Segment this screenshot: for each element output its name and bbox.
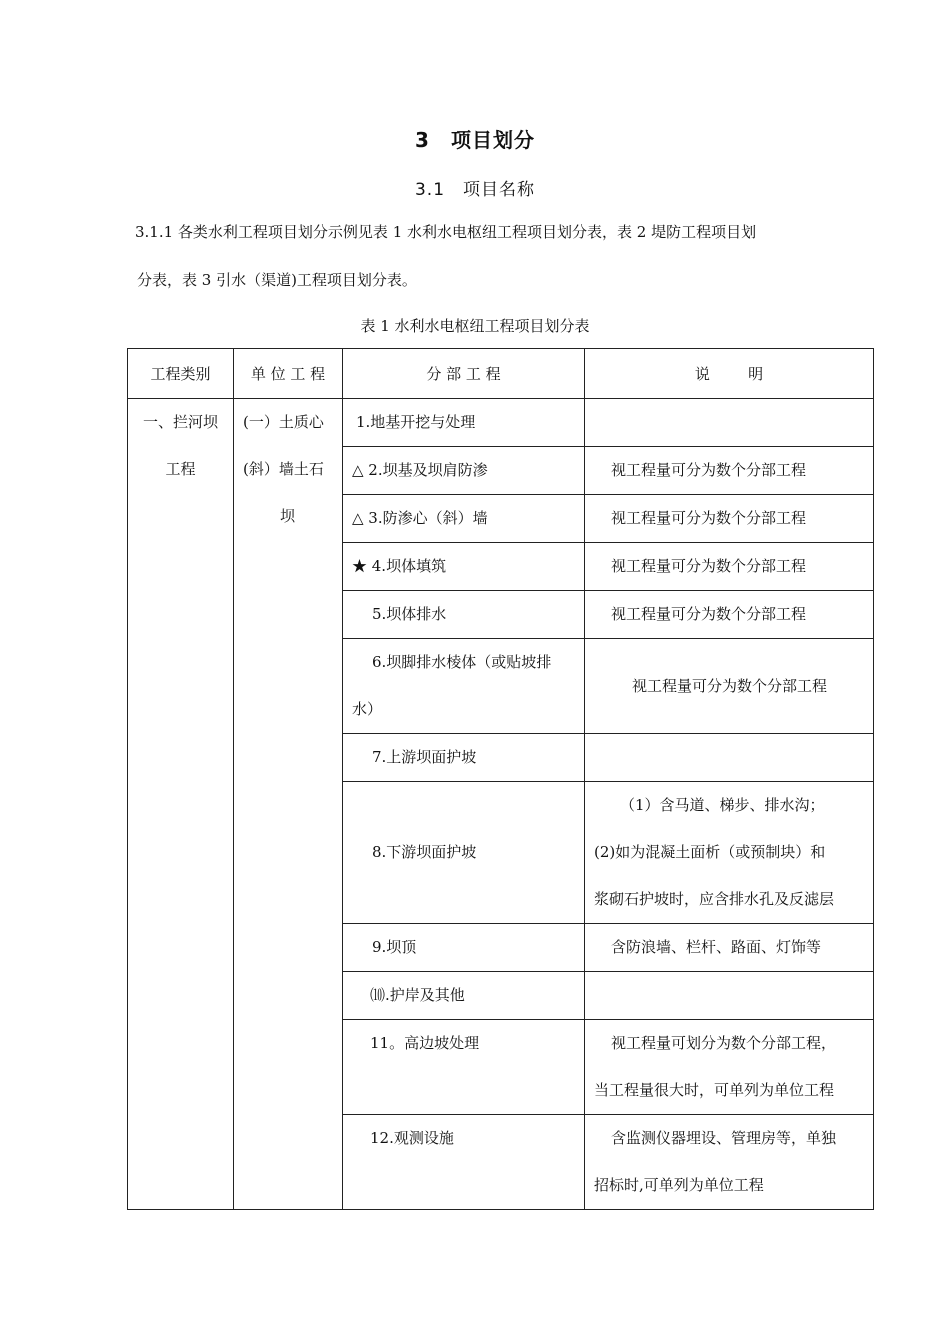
note-text: 视工程量可分为数个分部工程 bbox=[611, 461, 807, 479]
header-category: 工程类别 bbox=[128, 349, 234, 399]
note-text: 视工程量可分为数个分部工程 bbox=[631, 676, 827, 695]
part-text: 5.坝体排水 bbox=[372, 605, 447, 623]
chapter-title: 3 项目划分 bbox=[415, 128, 535, 152]
part-cell-10 bbox=[343, 972, 585, 1020]
part-cell-9 bbox=[343, 924, 585, 972]
unit-cell bbox=[234, 399, 343, 1210]
note-cell-10 bbox=[585, 972, 874, 1020]
part-text: 12.观测设施 bbox=[370, 1129, 454, 1147]
part-text: 1.地基开挖与处理 bbox=[356, 413, 476, 431]
note-text: 含防浪墙、栏杆、路面、灯饰等 bbox=[611, 938, 822, 956]
part-cell-1 bbox=[343, 399, 585, 447]
unit-line-2: (斜）墙土石 bbox=[243, 460, 324, 478]
unit-line-1: (一）土质心 bbox=[243, 413, 324, 431]
part-cell-11 bbox=[343, 1020, 585, 1115]
part-text: 11。高边坡处理 bbox=[370, 1034, 480, 1052]
part-text-line-2: 水） bbox=[352, 700, 383, 718]
note-text: 视工程量可分为数个分部工程 bbox=[611, 557, 807, 575]
intro-line-2: 分表，表 3 引水（渠道)工程项目划分表。 bbox=[137, 271, 417, 289]
note-text-line-2: 招标时,可单列为单位工程 bbox=[594, 1176, 764, 1194]
header-unit: 单 位 工 程 bbox=[234, 349, 343, 399]
note-text: 视工程量可分为数个分部工程 bbox=[611, 509, 807, 527]
part-cell-3 bbox=[343, 495, 585, 543]
part-text: 7.上游坝面护坡 bbox=[372, 748, 477, 766]
note-cell-2 bbox=[585, 447, 874, 495]
unit-line-3: 坝 bbox=[279, 507, 295, 525]
part-cell-8 bbox=[343, 782, 585, 924]
part-cell-4 bbox=[343, 543, 585, 591]
part-text-line-1: 6.坝脚排水棱体（或贴坡排 bbox=[372, 653, 552, 671]
note-cell-12 bbox=[585, 1115, 874, 1210]
part-cell-5 bbox=[343, 591, 585, 639]
part-text: △ 3.防渗心（斜）墙 bbox=[352, 509, 488, 527]
project-division-table bbox=[127, 348, 874, 1210]
table-caption: 表 1 水利水电枢纽工程项目划分表 bbox=[360, 317, 590, 335]
part-text: 8.下游坝面护坡 bbox=[372, 843, 477, 861]
note-text-line-3: 浆砌石护坡时，应含排水孔及反滤层 bbox=[594, 890, 835, 908]
note-cell-6 bbox=[585, 639, 874, 734]
note-text-line-1: 含监测仪器埋设、管理房等，单独 bbox=[611, 1129, 837, 1147]
note-text-line-2: 当工程量很大时，可单列为单位工程 bbox=[594, 1081, 835, 1099]
category-line-2: 工程 bbox=[165, 460, 196, 478]
section-title: 3.1 项目名称 bbox=[414, 180, 536, 200]
note-cell-9 bbox=[585, 924, 874, 972]
note-text-line-1: （1）含马道、梯步、排水沟； bbox=[620, 796, 825, 814]
part-text: ⑽.护岸及其他 bbox=[370, 986, 465, 1004]
note-text-line-2: (2)如为混凝土面析（或预制块）和 bbox=[594, 843, 826, 861]
note-cell-3 bbox=[585, 495, 874, 543]
note-text: 视工程量可分为数个分部工程 bbox=[611, 605, 807, 623]
note-cell-1 bbox=[585, 399, 874, 447]
header-part: 分 部 工 程 bbox=[343, 349, 585, 399]
part-cell-2 bbox=[343, 447, 585, 495]
header-note: 说 明 bbox=[585, 349, 874, 399]
category-line-1: 一、拦河坝 bbox=[142, 413, 218, 431]
part-cell-12 bbox=[343, 1115, 585, 1210]
part-text: 9.坝顶 bbox=[372, 938, 417, 956]
part-cell-7 bbox=[343, 734, 585, 782]
note-cell-7 bbox=[585, 734, 874, 782]
part-text: △ 2.坝基及坝肩防渗 bbox=[352, 461, 488, 479]
part-cell-6 bbox=[343, 639, 585, 734]
part-text: ★ 4.坝体填筑 bbox=[352, 557, 447, 575]
intro-line-1: 3.1.1 各类水利工程项目划分示例见表 1 水利水电枢纽工程项目划分表，表 2 堤防工程项目划 bbox=[135, 223, 757, 241]
note-cell-5 bbox=[585, 591, 874, 639]
note-cell-8 bbox=[585, 782, 874, 924]
note-cell-4 bbox=[585, 543, 874, 591]
note-cell-11 bbox=[585, 1020, 874, 1115]
category-cell bbox=[128, 399, 234, 1210]
note-text-line-1: 视工程量可划分为数个分部工程， bbox=[611, 1034, 837, 1052]
